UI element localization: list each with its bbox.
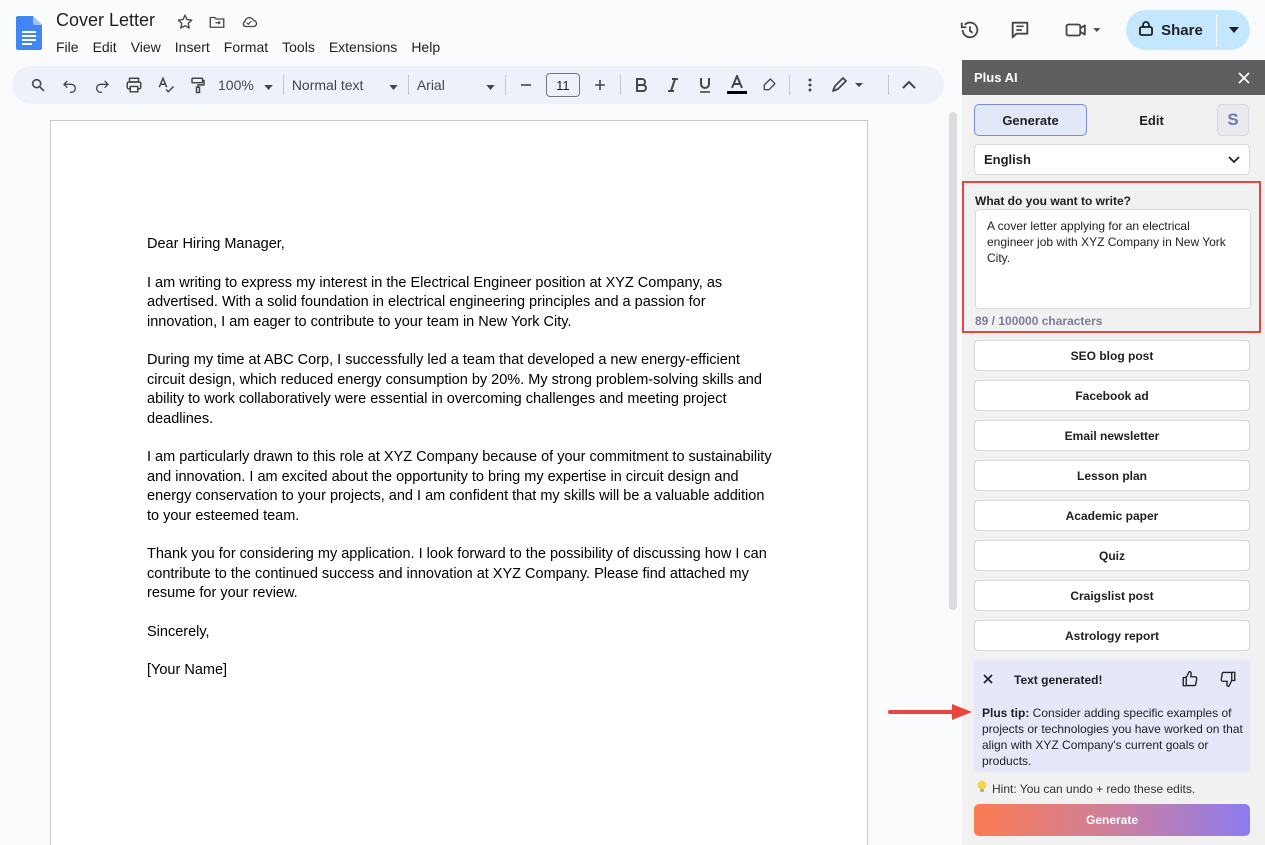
print-icon[interactable]: [122, 71, 146, 99]
avatar[interactable]: S: [1217, 104, 1249, 136]
document-page[interactable]: [50, 120, 868, 845]
toolbar-divider: [620, 75, 621, 95]
template-facebook-ad-button[interactable]: Facebook ad: [974, 380, 1250, 411]
annotation-arrow-icon: [888, 702, 974, 722]
tab-generate[interactable]: Generate: [974, 104, 1087, 136]
menu-format[interactable]: Format: [223, 39, 269, 55]
generation-result-card: [974, 660, 1250, 772]
menu-view[interactable]: View: [130, 39, 161, 55]
menu-extensions[interactable]: Extensions: [328, 39, 398, 55]
letter-closing: Sincerely,: [147, 623, 210, 640]
language-value: English: [984, 152, 1031, 167]
zoom-value: 100%: [218, 77, 254, 93]
share-label: Share: [1161, 21, 1203, 39]
font-select[interactable]: [417, 77, 495, 93]
template-astrology-report-button[interactable]: Astrology report: [974, 620, 1250, 651]
template-lesson-plan-button[interactable]: Lesson plan: [974, 460, 1250, 491]
thumbs-down-icon[interactable]: [1219, 670, 1237, 688]
toolbar-divider: [283, 75, 284, 95]
share-button[interactable]: [1126, 10, 1216, 50]
more-options-icon[interactable]: [798, 71, 822, 99]
language-select[interactable]: [974, 144, 1250, 175]
share-dropdown-icon[interactable]: [1220, 10, 1248, 50]
panel-title: Plus AI: [974, 70, 1018, 85]
app-header: [0, 0, 962, 62]
bold-icon[interactable]: [629, 71, 653, 99]
plus-ai-panel: [962, 60, 1265, 845]
paint-format-icon[interactable]: [186, 71, 210, 99]
font-size-input[interactable]: 11: [546, 73, 580, 97]
document-canvas: [0, 108, 946, 845]
plus-tip-label: Plus tip:: [982, 706, 1030, 720]
paragraph-style-value: Normal text: [291, 77, 364, 93]
menu-insert[interactable]: Insert: [174, 39, 210, 55]
italic-icon[interactable]: [661, 71, 685, 99]
prompt-section: [962, 181, 1261, 333]
zoom-dropdown-icon: [264, 77, 273, 93]
paragraph-style-select[interactable]: [292, 77, 398, 93]
generate-button[interactable]: Generate: [974, 804, 1250, 836]
template-quiz-button[interactable]: Quiz: [974, 540, 1250, 571]
lock-icon: [1139, 20, 1153, 40]
dismiss-icon[interactable]: [983, 671, 993, 687]
template-academic-paper-button[interactable]: Academic paper: [974, 500, 1250, 531]
menu-file[interactable]: File: [56, 39, 79, 55]
thumbs-up-icon[interactable]: [1181, 670, 1199, 688]
menu-help[interactable]: Help: [411, 39, 441, 55]
letter-paragraph: I am particularly drawn to this role at XYZ Company because of your commitment to sustainability and innovation. I am excited about the opportunity to bring my expertise in circuit design and energy conservation to your projects, and I am confident that my skills will be a valuable addition to your esteemed team.: [147, 449, 772, 524]
document-title[interactable]: Cover Letter: [56, 10, 156, 30]
character-count: 89 / 100000 characters: [975, 314, 1103, 328]
move-folder-icon[interactable]: [207, 12, 227, 32]
undo-hint: [976, 780, 1195, 797]
undo-icon[interactable]: [58, 71, 82, 99]
decrease-font-size-icon[interactable]: [514, 71, 538, 99]
hint-text: Hint: You can undo + redo these edits.: [992, 781, 1196, 796]
cloud-status-icon[interactable]: [239, 12, 259, 32]
plus-tip-text: Consider adding specific examples of projects or technologies you have worked on that align with XYZ Company's current goals or products.: [982, 706, 1243, 768]
lightbulb-icon: [976, 780, 988, 797]
close-icon[interactable]: [1235, 69, 1253, 87]
panel-tabs: [974, 104, 1250, 136]
menu-edit[interactable]: Edit: [92, 39, 117, 55]
toolbar-divider: [789, 75, 790, 95]
template-list: [974, 340, 1250, 660]
share-divider: [1216, 14, 1217, 46]
share-button-group: [1126, 10, 1250, 50]
document-scrollbar[interactable]: [949, 112, 957, 610]
toolbar-divider: [505, 75, 506, 95]
docs-logo-icon[interactable]: [16, 16, 42, 50]
letter-paragraph: Thank you for considering my application. I look forward to the possibility of discussing how I can contribute to the continued success and innovation at XYZ Company. Please find attached my resume for your review.: [147, 546, 767, 601]
text-color-icon[interactable]: [725, 71, 749, 99]
spellcheck-icon[interactable]: [154, 71, 178, 99]
formatting-toolbar: [12, 66, 944, 104]
version-history-icon[interactable]: [958, 18, 982, 42]
letter-signature: [Your Name]: [147, 662, 228, 678]
font-dropdown-icon: [486, 77, 495, 93]
letter-greeting: Dear Hiring Manager,: [147, 236, 285, 252]
menu-tools[interactable]: Tools: [282, 39, 315, 55]
chevron-down-icon: [1228, 152, 1240, 167]
plus-tip: [982, 705, 1244, 769]
editing-mode-icon[interactable]: [830, 71, 866, 99]
increase-font-size-icon[interactable]: [588, 71, 612, 99]
toolbar-divider: [408, 75, 409, 95]
letter-paragraph: During my time at ABC Corp, I successfully led a team that developed a new energy-efficient circuit design, which reduced energy consumption by 20%. My strong problem-solving skills and ability to work collaboratively were essential in overcoming challenges and meeting project deadlines.: [147, 352, 762, 427]
comments-icon[interactable]: [1008, 18, 1032, 42]
letter-paragraph: I am writing to express my interest in the Electrical Engineer position at XYZ Company, as advertised. With a solid foundation in electrical engineering principles and a passion for innovation, I am eager to contribute to your team in New York City.: [147, 274, 723, 330]
zoom-select[interactable]: [218, 77, 273, 93]
panel-header: [962, 60, 1265, 95]
generated-status: Text generated!: [1014, 673, 1103, 687]
template-craigslist-post-button[interactable]: Craigslist post: [974, 580, 1250, 611]
meet-video-icon[interactable]: [1063, 18, 1103, 42]
template-seo-blog-post-button[interactable]: SEO blog post: [974, 340, 1250, 371]
prompt-textarea[interactable]: [975, 209, 1251, 309]
toolbar-divider: [888, 75, 889, 95]
hide-menus-icon[interactable]: [897, 71, 921, 99]
prompt-label: What do you want to write?: [975, 194, 1131, 208]
redo-icon[interactable]: [90, 71, 114, 99]
style-dropdown-icon: [389, 77, 398, 93]
search-menus-icon[interactable]: [26, 71, 50, 99]
font-value: Arial: [416, 77, 445, 93]
underline-icon[interactable]: [693, 71, 717, 99]
tab-edit[interactable]: Edit: [1139, 112, 1164, 128]
document-body[interactable]: [147, 235, 775, 700]
template-email-newsletter-button[interactable]: Email newsletter: [974, 420, 1250, 451]
highlight-color-icon[interactable]: [757, 71, 781, 99]
menu-bar: [49, 37, 447, 57]
star-icon[interactable]: [175, 12, 195, 32]
